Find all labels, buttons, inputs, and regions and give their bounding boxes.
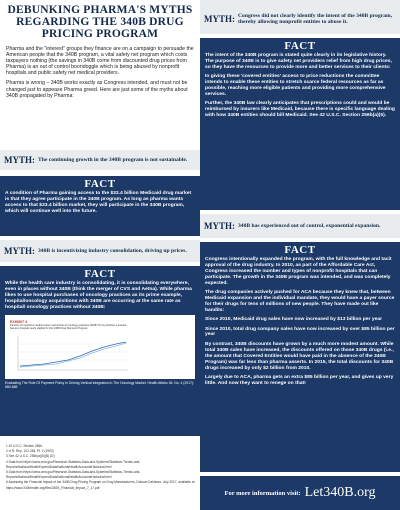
intro-paragraph: Pharma is wrong – 340B works exactly as Congress intended, and must not be changed just to appease Pharma greed. Here are just some of the myths about 340B propagated by Pharma: xyxy=(6,80,188,99)
myth-text: 340B is incentivizing industry consolidation, driving up prices. xyxy=(38,247,187,254)
footnote: 6 Assessing the Financial Impact of the 340B Drug Pricing Program on Drug Manufacturers, Dobson DaVanzo, July 2017, available at https://www.340bhealth.org/files/340B_Financial_Impact_7_17.pdf xyxy=(6,480,195,490)
fact-paragraph: The intent of the 340B program is stated quite clearly in its legislative history. The purpose of 340B is to give safety net providers relief from high drug prices, so they have the resources to provide more and better services to their clients: xyxy=(205,53,392,70)
fact-paragraph: A condition of Pharma gaining access to the $33.4 billion Medicaid drug market is that they agree participate in the 340B program. As long as pharma wants access to that $33.4 billion market, they will participate in the 340B program, which will continue well into the future. xyxy=(5,191,192,214)
fact-paragraph: Largely due to ACA, pharma gets an extra $85 billion per year, and gives up very little. And now they want to renege on that! xyxy=(205,374,394,386)
myth-label: MYTH: xyxy=(4,155,35,165)
fact-paragraph: Since 2010, Medicaid drug sales have now increased by $13 billion per year xyxy=(205,317,383,323)
fact-paragraph: Further, the 340B law clearly anticipates that prescriptions could and would be reimbursed by insurers like Medicaid, because there is specific language dealing with how 340B entities should bill Medicaid. See 42 U.S.C. Section 256b(a)(5). xyxy=(205,101,395,119)
intro-paragraph: Pharma and the "interest" groups they finance are on a campaign to persuade the American people that the 340B program, a vital safety net program which costs taxpayers nothing (the savings in 340B come from discounted drug prices from Pharma) is an out of control boondoggle which is being abused by nonprofit hospitals and public safety net medical providers. xyxy=(6,46,194,77)
fact-box-2 xyxy=(0,266,200,436)
fact-body xyxy=(5,281,195,311)
chart-series-line xyxy=(20,343,126,367)
fact-body xyxy=(205,257,395,387)
fact-paragraph: By contrast, 340B discounts have grown by a much more modest amount. While total 340B sales have increased, the discounts offered on those 340B drugs (i.e., the amount that Covered Entities would have paid in the absence of the 340B Program) was far less than pharma asserts. In 2015, the total discounts for 340B drugs increased by only $2 billion from 2010. xyxy=(205,341,394,371)
fact-heading: FACT xyxy=(284,244,316,256)
fact-body xyxy=(5,191,195,215)
fact-paragraph: Congress intentionally expanded the program, with the full knowledge and tacit approval of the drug industry. In 2010, as part of the Affordable Care Act, Congress increased the number and types of nonprofit hospitals that can participate. The growth in the 340B program was intended, and was completely expected. xyxy=(205,257,392,286)
chart-exhibit-label: EXHIBIT 3 xyxy=(10,319,28,324)
myth-banner-4 xyxy=(200,214,400,238)
chart-series-line xyxy=(20,342,126,366)
fact-body xyxy=(205,53,395,119)
myth-label: MYTH: xyxy=(4,246,35,256)
myth-banner-3 xyxy=(200,0,400,34)
fact-box-4 xyxy=(200,242,400,472)
myth-text: Congress did not clearly identify the intent of the 340B program, thereby allowing nonprofit entities to abuse it. xyxy=(238,12,393,25)
fact-box-3 xyxy=(200,38,400,210)
intro-text xyxy=(6,46,194,99)
chart-subtitle: Percent of hospital or health-system ownership of oncology practices (340B TV) by whether a practice has any hospital newly eligible for the 340B Drug Discount Program xyxy=(10,323,127,330)
myth-label: MYTH: xyxy=(204,221,235,231)
fact-heading: FACT xyxy=(84,268,116,280)
page-title: DEBUNKING PHARMA'S MYTHS REGARDING THE 340B DRUG PRICING PROGRAM xyxy=(7,4,193,40)
fact-heading: FACT xyxy=(84,178,116,190)
chart-graphic xyxy=(8,318,192,376)
footnote: 3 See 42 U.S.C. 256b(a)(5)(B)-(D) xyxy=(6,454,55,459)
info-bar xyxy=(200,476,400,510)
footnote: 1 42 U.S.C. Section 256b. xyxy=(6,444,43,448)
footnote: 4 Data from https://www.cms.gov/Research-Statistics-Data-and-Systems/Statistics-Trends-and-Reports/NationalHealthExpendData/NationalHealthAccountsHistorical.html xyxy=(6,459,141,469)
footnote: 5 Data from https://www.cms.gov/Research-Statistics-Data-and-Systems/Statistics-Trends-and-Reports/NationalHealthExpendData/NationalHealthAccountsHistorical.html xyxy=(6,470,141,480)
myth-label: MYTH: xyxy=(204,14,235,24)
info-label: For more information visit: xyxy=(224,489,301,497)
chart-image xyxy=(5,315,195,379)
myth-text: The continuing growth in the 340B program is not sustainable. xyxy=(38,156,188,163)
website-link[interactable]: Let340B.org xyxy=(304,485,376,500)
footnote: 2 H.R. Rep. 102-384, Pt. 2 (1992) xyxy=(6,449,54,454)
fact-paragraph: The drug companies actively pushed for ACA because they knew that, between Medicaid expansion and the individual mandate, they would have a payer source for their drugs for tens of millions of new people. They have made out like bandits: xyxy=(205,290,395,313)
myth-banner-2 xyxy=(0,240,200,262)
fact-paragraph: Since 2010, total drug company sales have now increased by over $85 billion per year xyxy=(205,326,395,338)
myth-text: 340B has experienced out of control, exponential expansion. xyxy=(238,222,381,229)
myth-banner-1 xyxy=(0,150,200,170)
chart-caption: Evaluating The Role Of Payment Policy In Driving Vertical Integration In The Oncology Market, Health Affairs 36, No. 4 (2017): 680-688 xyxy=(5,380,195,389)
fact-paragraph: While the health care industry is consolidating, it is consolidating everywhere, even in places without 340B (think the merger of CVS and Aetna). While pharma likes to use hospital purchases of oncology practices as its prime example, hospital/oncology acquisitions with 340B are occurring at the same rate as hospital/ oncology practices without 340B: xyxy=(5,281,192,310)
fact-box-1 xyxy=(0,176,200,236)
fact-paragraph: In giving these 'covered entities' access to price reductions the committee intends to enable these entities to stretch scarce federal resources as far as possible, reaching more eligible patients and providing more comprehensive services. xyxy=(205,74,386,97)
footnotes xyxy=(6,444,196,491)
fact-heading: FACT xyxy=(284,40,316,52)
